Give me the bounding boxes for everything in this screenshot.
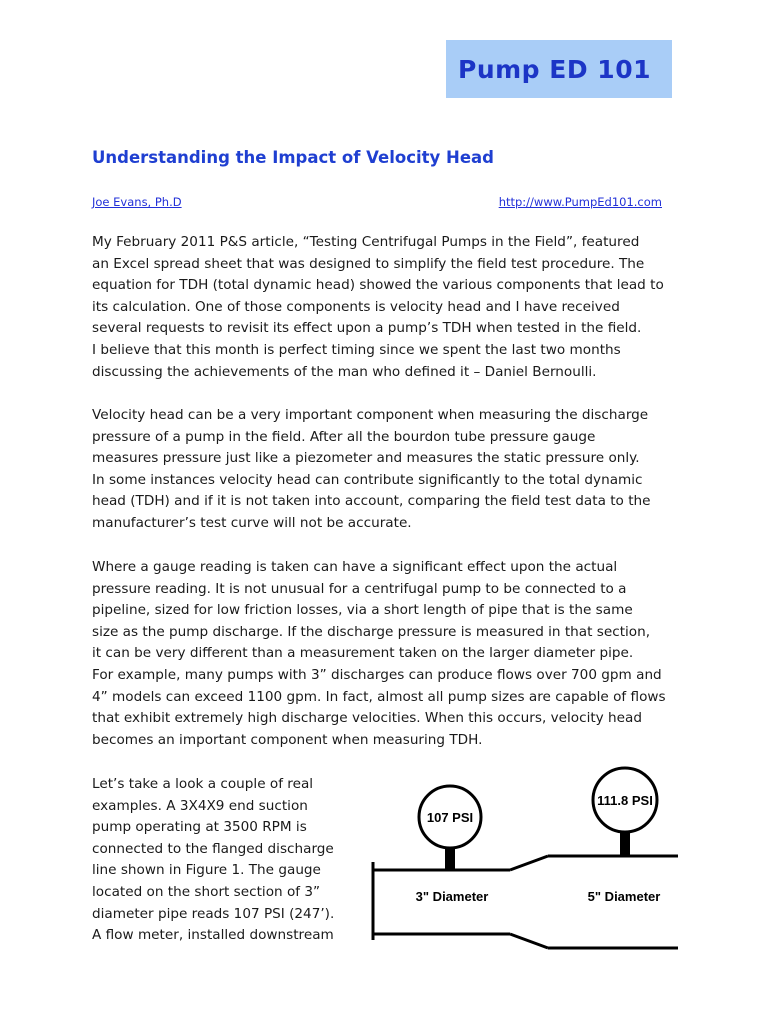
- pipe-diagram-svg: [362, 760, 678, 950]
- text-line: manufacturer’s test curve will not be accurate.: [92, 514, 412, 531]
- text-line: located on the short section of 3”: [92, 883, 321, 900]
- figure-1-pipe-diagram: [362, 760, 678, 950]
- text-line: it can be very different than a measurement taken on the larger diameter pipe.: [92, 645, 634, 662]
- text-line: Velocity head can be a very important component when measuring the discharge: [92, 407, 649, 423]
- paragraph-gauge-reading: [92, 557, 678, 751]
- gauge-small: [419, 786, 481, 870]
- text-line: 4” models can exceed 1100 gpm. In fact, almost all pump sizes are capable of flows: [92, 688, 666, 705]
- gauge-small-reading: 107 PSI: [426, 810, 474, 825]
- reducer-top: [510, 856, 548, 870]
- paragraph-velocity-head: [92, 405, 678, 535]
- text-line: pressure of a pump in the field. After all the bourdon tube pressure gauge: [92, 428, 596, 445]
- text-line: several requests to revisit its effect upon a pump’s TDH when tested in the field.: [92, 320, 642, 337]
- pipe-small-label: 3" Diameter: [415, 889, 489, 904]
- gauge-large-reading: 111.8 PSI: [597, 793, 653, 808]
- article-title: Understanding the Impact of Velocity Head: [92, 148, 494, 167]
- text-line: that exhibit extremely high discharge velocities. When this occurs, velocity head: [92, 710, 642, 727]
- brand-banner: [446, 40, 672, 98]
- text-line: size as the pump discharge. If the discharge pressure is measured in that section,: [92, 623, 651, 640]
- text-line: head (TDH) and if it is not taken into account, comparing the field test data to the: [92, 493, 651, 510]
- author-link[interactable]: Joe Evans, Ph.D: [92, 195, 182, 209]
- text-line: measures pressure just like a piezometer and measures the static pressure only.: [92, 450, 640, 467]
- website-link[interactable]: http://www.PumpEd101.com: [498, 195, 662, 209]
- brand-title: Pump ED 101: [458, 54, 651, 84]
- text-line: pump operating at 3500 RPM is: [92, 819, 307, 836]
- paragraph-intro: [92, 232, 678, 383]
- text-line: For example, many pumps with 3” discharges can produce flows over 700 gpm and: [92, 666, 662, 683]
- text-line: A flow meter, installed downstream: [92, 927, 334, 944]
- text-line: becomes an important component when measuring TDH.: [92, 731, 483, 748]
- text-line: discussing the achievements of the man who defined it – Daniel Bernoulli.: [92, 363, 597, 380]
- text-line: In some instances velocity head can contribute significantly to the total dynamic: [92, 471, 643, 488]
- text-line: pipeline, sized for low friction losses, via a short length of pipe that is the same: [92, 602, 633, 619]
- text-line: Let’s take a look a couple of real: [92, 776, 314, 792]
- text-line: Where a gauge reading is taken can have a significant effect upon the actual: [92, 559, 618, 575]
- text-line: diameter pipe reads 107 PSI (247’).: [92, 905, 335, 922]
- pipe-large-label: 5" Diameter: [587, 889, 661, 904]
- byline: [92, 195, 662, 209]
- reducer-bottom: [510, 934, 548, 948]
- text-line: equation for TDH (total dynamic head) showed the various components that lead to: [92, 277, 664, 294]
- gauge-small-stem: [445, 846, 455, 870]
- gauge-large: [593, 768, 657, 856]
- text-line: pressure reading. It is not unusual for a centrifugal pump to be connected to a: [92, 580, 627, 597]
- text-line: connected to the flanged discharge: [92, 840, 334, 857]
- paragraph-examples: [92, 774, 362, 947]
- text-line: My February 2011 P&S article, “Testing Centrifugal Pumps in the Field”, featured: [92, 234, 640, 250]
- text-line: I believe that this month is perfect timing since we spent the last two months: [92, 341, 621, 358]
- text-line: line shown in Figure 1. The gauge: [92, 862, 321, 879]
- text-line: an Excel spread sheet that was designed to simplify the field test procedure. The: [92, 255, 645, 272]
- text-line: examples. A 3X4X9 end suction: [92, 797, 308, 814]
- text-line: its calculation. One of those components is velocity head and I have received: [92, 298, 620, 315]
